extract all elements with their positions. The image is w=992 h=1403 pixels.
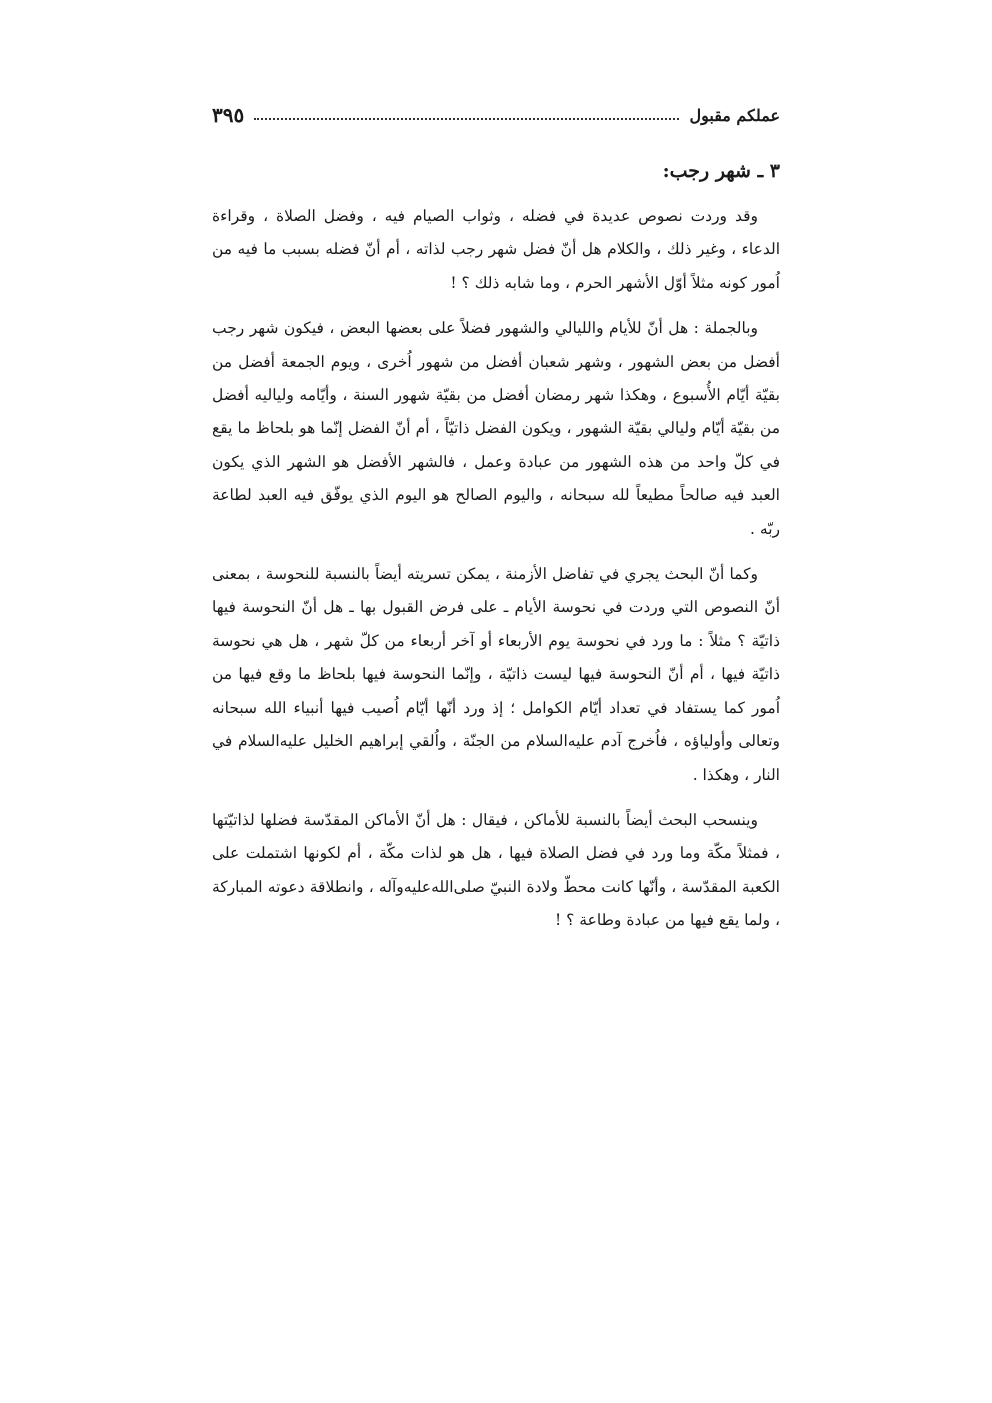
dotted-leader	[254, 118, 679, 120]
main-text	[212, 156, 780, 950]
page-number: ٣٩٥	[212, 103, 245, 127]
paragraph: وينسحب البحث أيضاً بالنسبة للأماكن ، فيقال : هل أنّ الأماكن المقدّسة فضلها لذاتيّتها ، فمثلاً مكّة وما ورد في فضل الصلاة فيها ، هل هو لذات مكّة ، أم لكونها اشتملت على الكعبة المقدّسة ، وأنّها كانت محطّ ولادة النبيّ صلى‌الله‌عليه‌وآله ، وانطلاقة دعوته المباركة ، ولما يقع فيها من عبادة وطاعة ؟ !	[212, 810, 780, 930]
paragraph: وقد وردت نصوص عديدة في فضله ، وثواب الصيام فيه ، وفضل الصلاة ، وقراءة الدعاء ، وغير ذلك ، والكلام هل أنّ فضل شهر رجب لذاته ، أم أنّ فضله بسبب ما فيه من اُمور كونه مثلاً أوّل الأشهر الحرم ، وما شابه ذلك ؟ !	[212, 207, 780, 292]
section-heading: ٣ ـ شهر رجب:	[662, 160, 780, 182]
running-header	[212, 98, 780, 132]
running-header-title: عملكم مقبول	[689, 105, 780, 125]
paragraph: وبالجملة : هل أنّ للأيام والليالي والشهور فضلاً على بعضها البعض ، فيكون شهر رجب أفضل من بعض الشهور ، وشهر شعبان أفضل من شهور اُخرى ، ويوم الجمعة أفضل من بقيّة أيّام الأُسبوع ، وهكذا شهر رمضان أفضل من بقيّة شهور السنة ، وأيّامه ولياليه أفضل من بقيّة أيّام وليالي بقيّة الشهور ، ويكون الفضل ذاتيّاً ، أم أنّ الفضل إنّما هو بلحاظ ما يقع في كلّ واحد من هذه الشهور من عبادة وعمل ، فالشهر الأفضل هو الشهر الذي يكون العبد فيه صالحاً مطيعاً لله سبحانه ، واليوم الصالح هو اليوم الذي يوفّق فيه العبد لطاعة ربّه .	[212, 319, 780, 538]
paragraph: وكما أنّ البحث يجري في تفاضل الأزمنة ، يمكن تسريته أيضاً بالنسبة للنحوسة ، بمعنى أنّ النصوص التي وردت في نحوسة الأيام ـ على فرض القبول بها ـ هل أنّ النحوسة فيها ذاتيّة ؟ مثلاً : ما ورد في نحوسة يوم الأربعاء أو آخر أربعاء من كلّ شهر ، هل هي نحوسة ذاتيّة فيها ، أم أنّ النحوسة فيها ليست ذاتيّة ، وإنّما النحوسة فيها بلحاظ ما وقع فيها من اُمور كما يستفاد في تعداد أيّام الكوامل ؛ إذ ورد أنّها أيّام اُصيب فيها أنبياء الله سبحانه وتعالى وأولياؤه ، فاُخرج آدم عليه‌السلام من الجنّة ، واُلقي إبراهيم الخليل عليه‌السلام في النار ، وهكذا .	[212, 565, 780, 784]
